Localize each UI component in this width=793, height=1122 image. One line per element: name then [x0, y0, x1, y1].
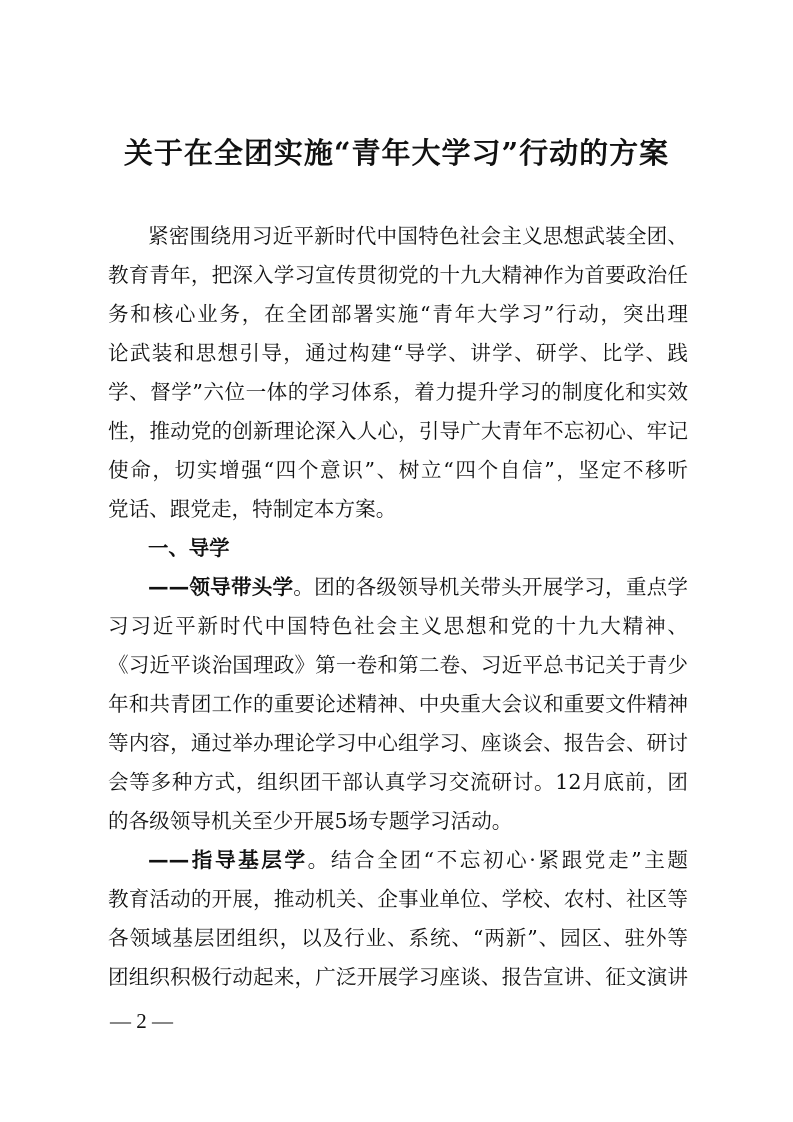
paragraph-line: 各领域基层团组织，以及行业、系统、“两新”、园区、驻外等 [108, 926, 688, 950]
document-title: 关于在全团实施“青年大学习”行动的方案 [123, 136, 670, 170]
page-number: — 2 — [110, 1009, 173, 1033]
paragraph-line: 等内容，通过举办理论学习中心组学习、座谈会、报告会、研讨 [108, 731, 688, 755]
intro-line: 紧密围绕用习近平新时代中国特色社会主义思想武装全团、 [148, 224, 688, 248]
paragraph-line: 年和共青团工作的重要论述精神、中央重大会议和重要文件精神 [108, 692, 688, 716]
intro-line: 性，推动党的创新理论深入人心，引导广大青年不忘初心、牢记 [108, 419, 688, 443]
intro-line: 论武装和思想引导，通过构建“导学、讲学、研学、比学、践 [108, 341, 688, 365]
paragraph-lead: ——指导基层学 [148, 848, 308, 872]
paragraph-line: 会等多种方式，组织团干部认真学习交流研讨。12月底前，团 [108, 770, 688, 794]
paragraph-line [148, 568, 688, 606]
paragraph-text: 。结合全团“不忘初心·紧跟党走”主题 [307, 848, 688, 872]
paragraph-lead: ——领导带头学 [148, 575, 294, 599]
paragraph-line: 习习近平新时代中国特色社会主义思想和党的十九大精神、 [108, 614, 688, 638]
intro-line: 务和核心业务，在全团部署实施“青年大学习”行动，突出理 [108, 302, 688, 326]
paragraph-line: 教育活动的开展，推动机关、企事业单位、学校、农村、社区等 [108, 887, 688, 911]
paragraph-line [148, 841, 688, 879]
paragraph-text: 。团的各级领导机关带头开展学习，重点学 [293, 575, 688, 599]
intro-line: 教育青年，把深入学习宣传贯彻党的十九大精神作为首要政治任 [108, 263, 688, 287]
paragraph-line: 的各级领导机关至少开展5场专题学习活动。 [108, 809, 513, 833]
paragraph-line: 团组织积极行动起来，广泛开展学习座谈、报告宣讲、征文演讲 [108, 965, 688, 989]
intro-line: 学、督学”六位一体的学习体系，着力提升学习的制度化和实效 [108, 380, 688, 404]
section-heading: 一、导学 [148, 536, 230, 560]
intro-line: 党话、跟党走，特制定本方案。 [108, 497, 397, 521]
paragraph-line: 《习近平谈治国理政》第一卷和第二卷、习近平总书记关于青少 [108, 653, 688, 677]
intro-line: 使命，切实增强“四个意识”、树立“四个自信”，坚定不移听 [108, 458, 688, 482]
